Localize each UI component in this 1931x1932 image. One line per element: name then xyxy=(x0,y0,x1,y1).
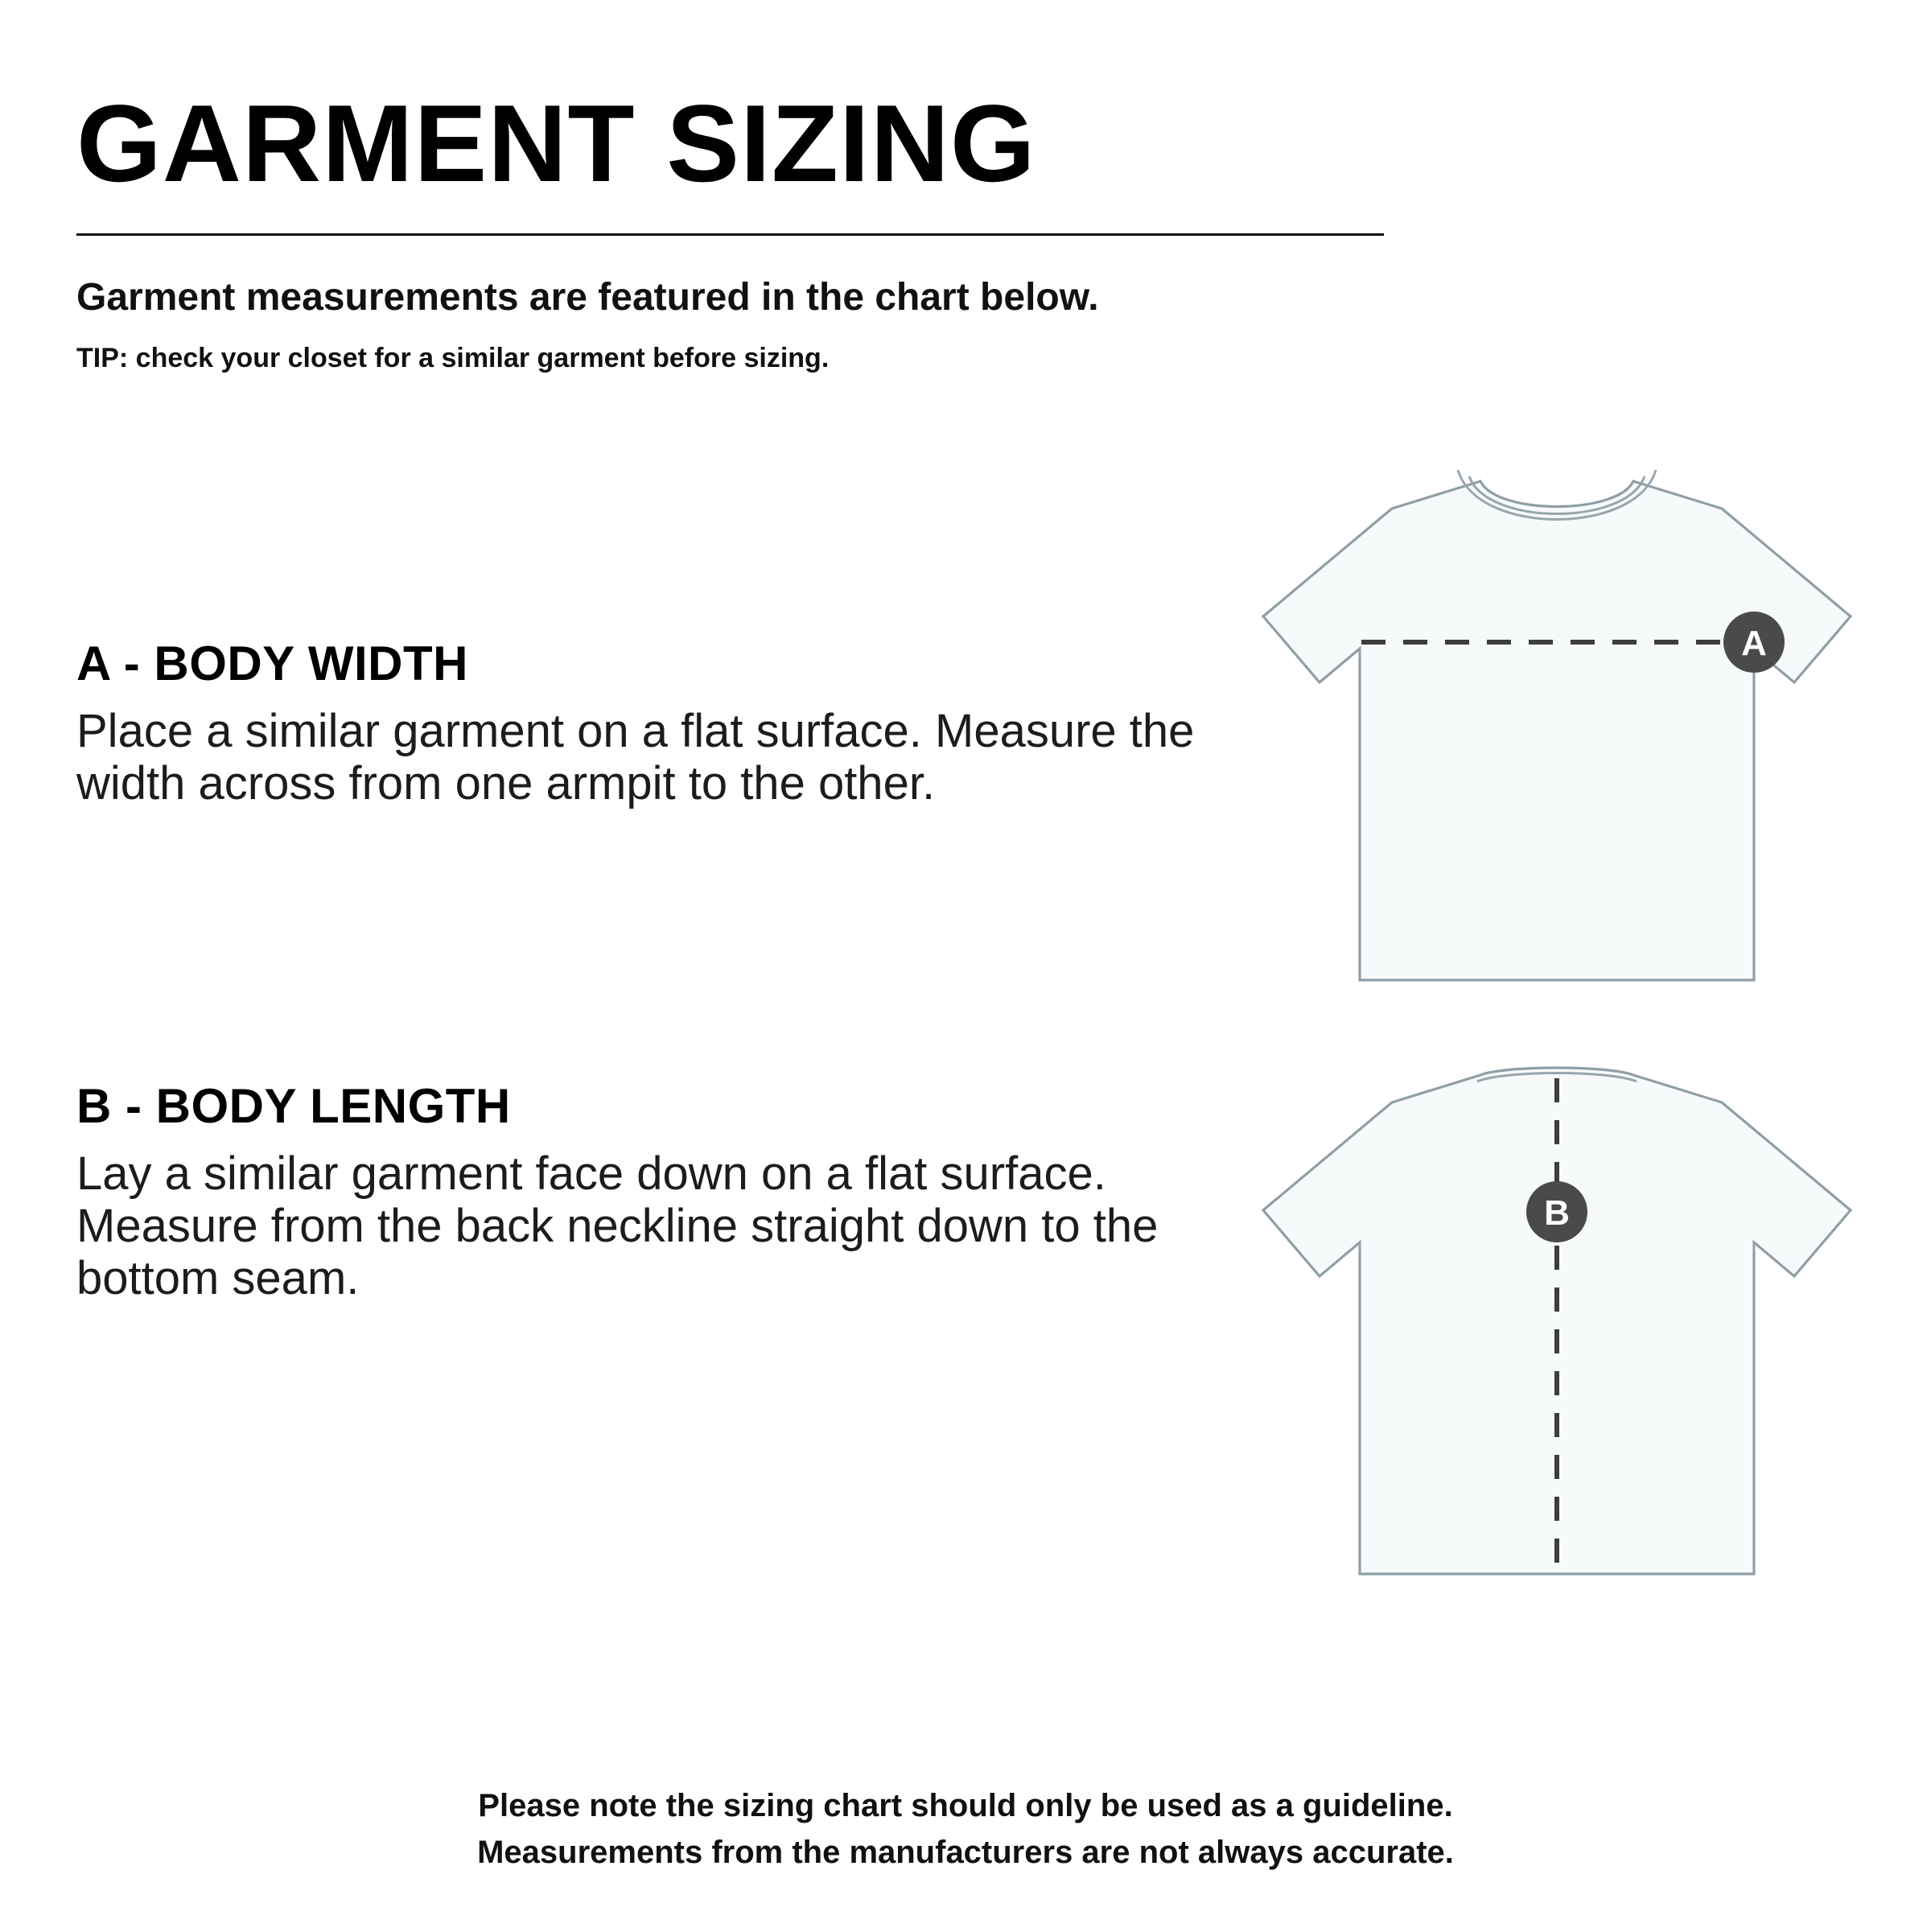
measurement-heading-b: B - BODY LENGTH xyxy=(76,1079,511,1133)
footer-line-1: Please note the sizing chart should only be used as a guideline. xyxy=(478,1788,1453,1823)
subtitle: Garment measurements are featured in the chart below. xyxy=(76,276,1099,319)
page-title: GARMENT SIZING xyxy=(76,82,1036,204)
marker-b-label: B xyxy=(1544,1193,1570,1233)
measurement-heading-a: A - BODY WIDTH xyxy=(76,636,468,690)
footer-disclaimer xyxy=(0,1782,1931,1876)
header xyxy=(76,82,1396,374)
tshirt-front-illustration xyxy=(1239,459,1875,998)
measurement-description-a: Place a similar garment on a flat surface. Measure the width across from one armpit to the other. xyxy=(76,705,1195,809)
sizing-tip: TIP: check your closet for a similar garment before sizing. xyxy=(76,342,830,373)
title-divider xyxy=(76,233,1384,236)
tshirt-back-illustration xyxy=(1239,1054,1875,1601)
measurement-block-body-length xyxy=(76,1078,1219,1305)
measurement-description-b: Lay a similar garment face down on a flat surface. Measure from the back neckline straight down to the bottom seam. xyxy=(76,1147,1159,1304)
footer-line-2: Measurements from the manufacturers are not always accurate. xyxy=(477,1835,1454,1870)
measurement-block-body-width xyxy=(76,636,1219,810)
marker-a-label: A xyxy=(1741,624,1767,663)
